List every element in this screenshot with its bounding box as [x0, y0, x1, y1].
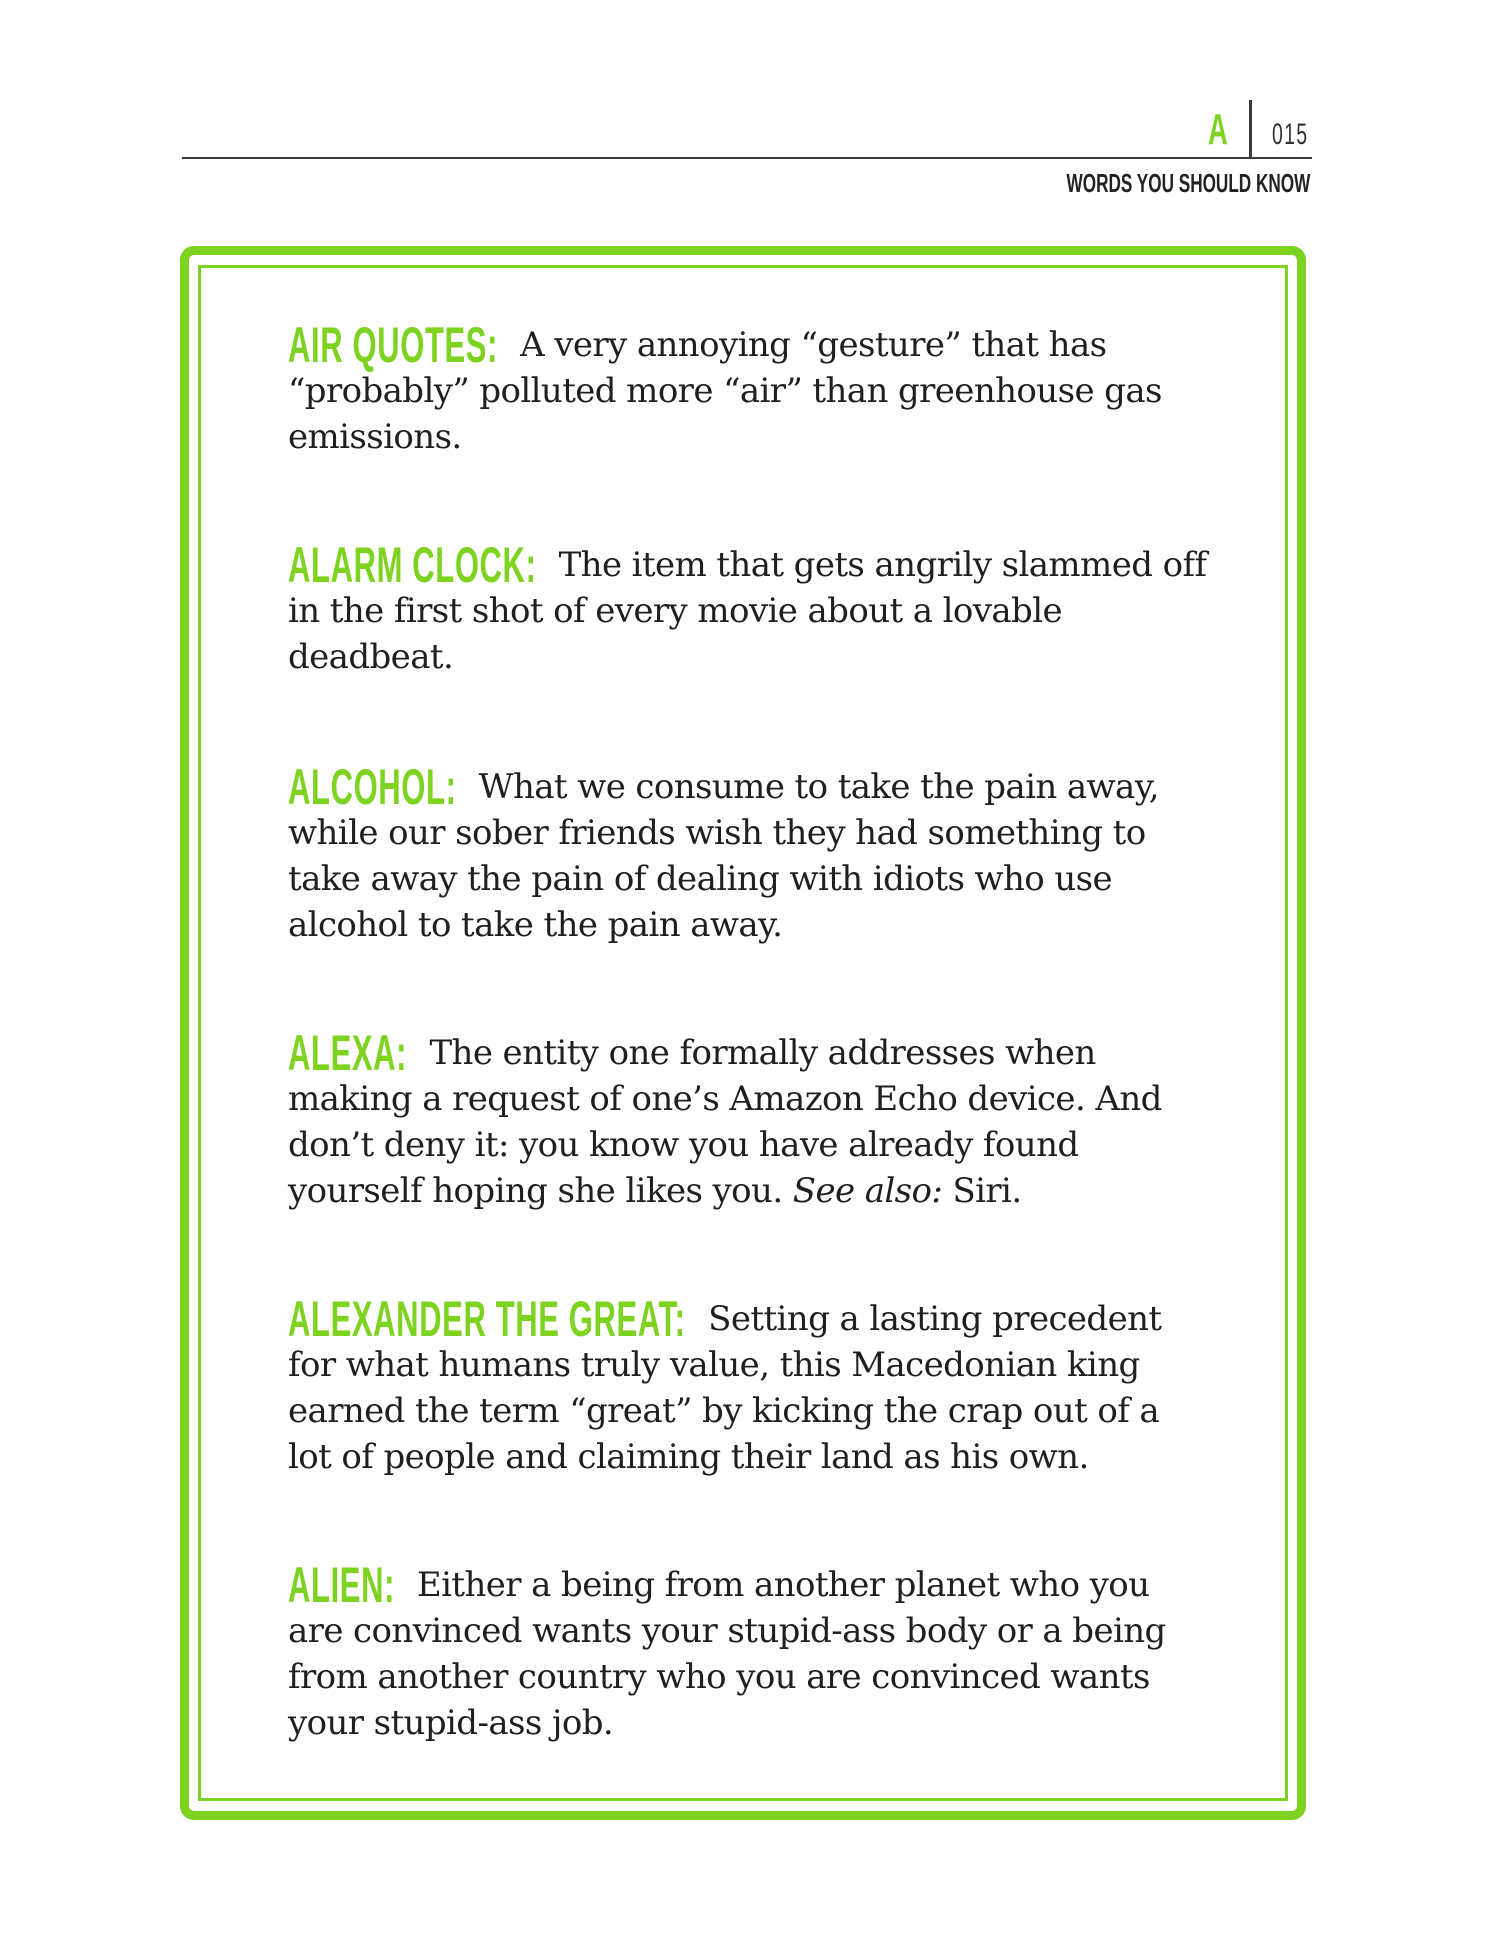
definition-alien: Either a being from another planet who you are convinced wants your stupid-ass body or a being from another country who you are convinced wants your stupid-ass job. [288, 1565, 1166, 1743]
definition-alexander-the-great: Setting a lasting precedent for what humans truly value, this Macedonian king earned the term “great” by kicking the crap out of a lot of people and claiming their land as his own. [288, 1299, 1162, 1477]
page-number: 015 [1272, 118, 1309, 151]
term-alcohol: ALCOHOL: [288, 759, 457, 815]
entry-alexa [288, 1025, 1208, 1214]
term-alarm-clock: ALARM CLOCK: [288, 537, 537, 593]
term-alien: ALIEN: [288, 1557, 396, 1613]
entry-alarm-clock [288, 537, 1208, 680]
definition-air-quotes: A very annoying “gesture” that has “probably” polluted more “air” than greenhouse gas emissions. [288, 325, 1162, 457]
definition-alexa: The entity one formally addresses when making a request of one’s Amazon Echo device. And don’t deny it: you know you have already found yourself hoping she likes you. [288, 1033, 1162, 1211]
definition-alcohol: What we consume to take the pain away, while our sober friends wish they had something to take away the pain of dealing with idiots who use alcohol to take the pain away. [288, 767, 1160, 945]
term-alexander-the-great: ALEXANDER THE GREAT: [288, 1291, 686, 1347]
see-also-label: See also: [792, 1171, 943, 1211]
chapter-letter: A [1208, 105, 1228, 154]
term-air-quotes: AIR QUOTES: [288, 317, 499, 373]
book-title: WORDS YOU SHOULD KNOW [1066, 168, 1310, 198]
entry-alcohol [288, 759, 1208, 948]
entry-air-quotes [288, 317, 1208, 460]
entry-alexander-the-great [288, 1291, 1208, 1480]
see-also-target: Siri. [952, 1171, 1022, 1211]
definition-alarm-clock: The item that gets angrily slammed off in the first shot of every movie about a lovable deadbeat. [288, 545, 1207, 677]
header-rule [182, 157, 1312, 159]
header-divider [1249, 100, 1252, 158]
term-alexa: ALEXA: [288, 1025, 408, 1081]
entry-alien [288, 1557, 1208, 1746]
